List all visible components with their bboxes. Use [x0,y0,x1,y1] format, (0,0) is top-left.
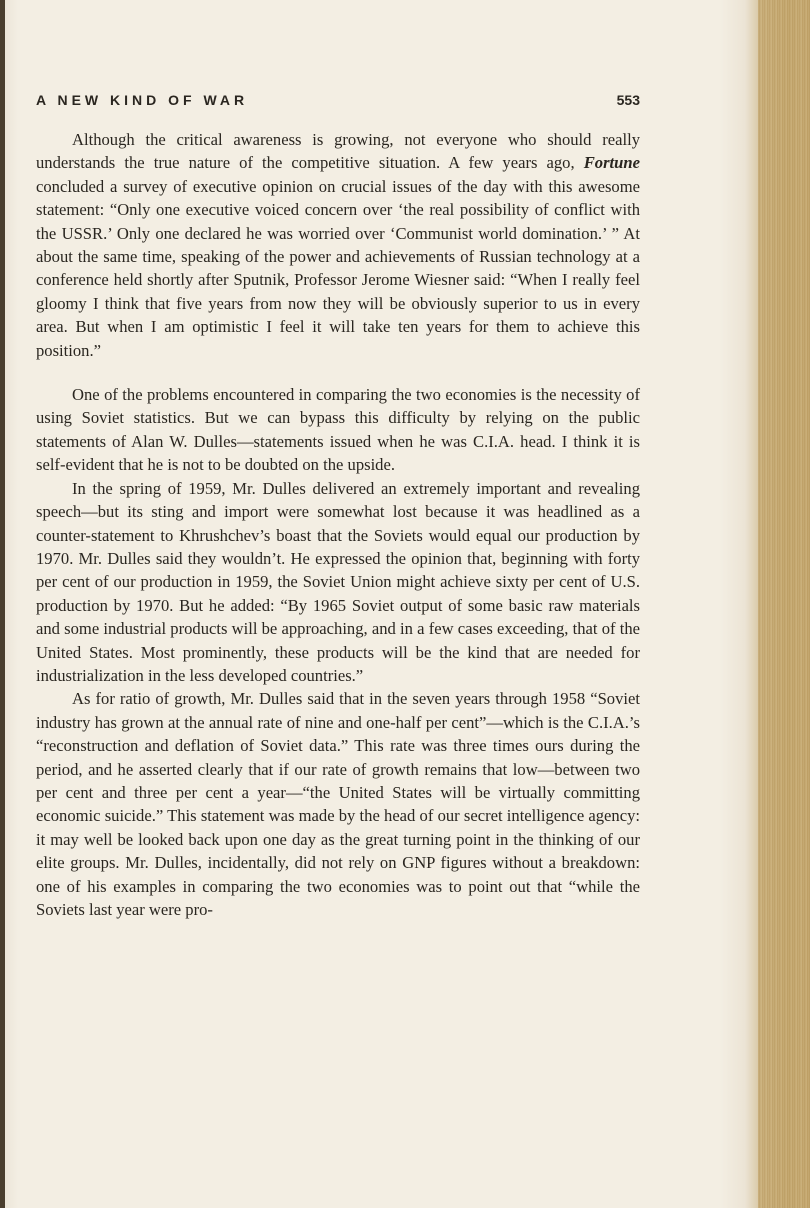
paragraph-4: As for ratio of growth, Mr. Dulles said that in the seven years through 1958 “Soviet industry has grown at the annual rate of nine and one-half per cent”—which is the C.I.A.’s “reconstruction and deflation of Soviet data.” This rate was three times ours during the period, and he asserted clearly that if our rate of growth remains that low—between two per cent and three per cent a year—“the United States will be virtually committing economic suicide.” This statement was made by the head of our secret intelligence agency: it may well be looked back upon one day as the great turning point in the thinking of our elite groups. Mr. Dulles, incidentally, did not rely on GNP figures without a breakdown: one of his examples in comparing the two economies was to point out that “while the Soviets last year were pro- [36,689,640,919]
page-number: 553 [616,92,640,108]
magazine-title: Fortune [583,153,640,173]
paragraph-2: One of the problems encountered in comparing the two economies is the necessity of using Soviet statistics. But we can bypass this difficulty by relying on the public statements of Alan W. Dulles—statements issued when he was C.I.A. head. I think it is self-evident that he is not to be doubted on the upside. [36,385,640,475]
running-head [36,92,640,114]
paragraph-3: In the spring of 1959, Mr. Dulles delivered an extremely important and revealing speech—but its sting and import were somewhat lost because it was headlined as a counter-statement to Khrushchev’s boast that the Soviets would equal our production by 1970. Mr. Dulles said they wouldn’t. He expressed the opinion that, beginning with forty per cent of our production in 1959, the Soviet Union might achieve sixty per cent of U.S. production by 1970. But he added: “By 1965 Soviet output of some basic raw materials and some industrial products will be approaching, and in a few cases exceeding, that of the United States. Most prominently, these products will be the kind that are needed for industrialization in the less developed countries.” [36,478,640,685]
page-edges [758,0,810,1208]
paragraph-1: Although the critical awareness is growing, not everyone who should really understands the true nature of the competitive situation. A few years ago, Fortune concluded a survey of executive opinion on crucial issues of the day with this awesome statement: “Only one executive voiced concern over ‘the real possibility of conflict with the USSR.’ Only one declared he was worried over ‘Communist world domination.’ ” At about the same time, speaking of the power and achievements of Russian technology at a conference held shortly after Sputnik, Professor Jerome Wiesner said: “When I really feel gloomy I think that five years from now they will be obviously superior to us in every area. But when I am optimistic I feel it will take ten years for them to achieve this position.” [36,130,640,360]
body-text [36,128,640,921]
page-gutter-shadow [0,0,5,1208]
running-head-title: A NEW KIND OF WAR [36,92,249,108]
